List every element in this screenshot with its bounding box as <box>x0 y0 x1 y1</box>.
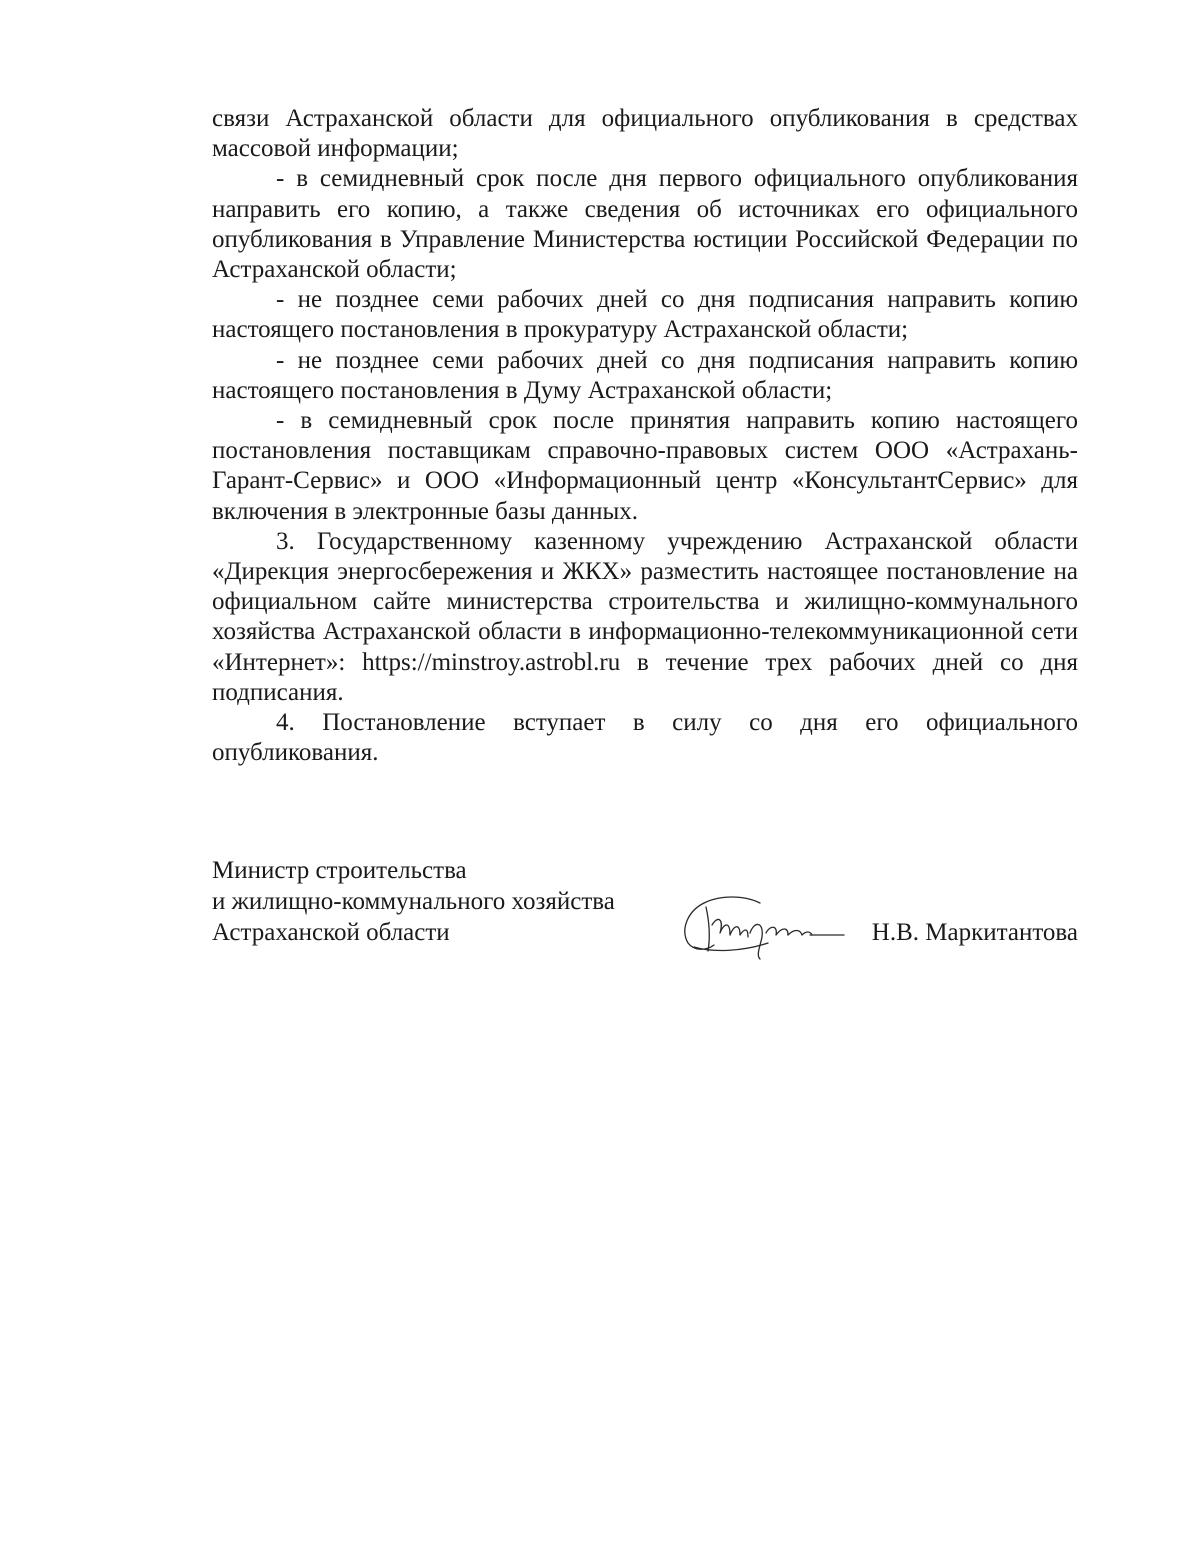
document-body <box>212 104 1078 768</box>
handwritten-signature <box>674 885 874 965</box>
signer-name: Н.В. Маркитантова <box>871 919 1078 946</box>
signature-block <box>212 855 1078 965</box>
paragraph-justice-ministry: - в семидневный срок после дня первого официального опубликования направить его копию, а также сведения об источниках его официального опубликования в Управление Министерства юстиции Российской Федерации по Астраханской области; <box>212 165 1078 284</box>
signer-title-line: и жилищно-коммунального хозяйства <box>212 888 615 915</box>
paragraph-clause-4: 4. Постановление вступает в силу со дня его официального опубликования. <box>212 709 1078 767</box>
signer-title <box>212 855 662 948</box>
paragraph-duma: - не позднее семи рабочих дней со дня подписания направить копию настоящего постановления в Думу Астраханской области; <box>212 346 1078 404</box>
paragraph-clause-3: 3. Государственному казенному учреждению Астраханской области «Дирекция энергосбережения и ЖКХ» разместить настоящее постановление на официальном сайте министерства строительства и жилищно-коммунального хозяйства Астраханской области в информационно-телекоммуникационной сети «Интернет»: https://minstroy.astrobl.ru в течение трех рабочих дней со дня подписания. <box>212 527 1078 706</box>
paragraph-publication-continuation: связи Астраханской области для официального опубликования в средствах массовой информации; <box>212 105 1078 163</box>
paragraph-prosecutor: - не позднее семи рабочих дней со дня подписания направить копию настоящего постановления в прокуратуру Астраханской области; <box>212 286 1078 344</box>
signer-title-line: Астраханской области <box>212 919 450 946</box>
signer-title-line: Министр строительства <box>212 857 467 884</box>
paragraph-legal-systems: - в семидневный срок после принятия направить копию настоящего постановления поставщикам справочно-правовых систем ООО «Астрахань-Гарант-Сервис» и ООО «Информационный центр «КонсультантСервис» для включения в электронные базы данных. <box>212 407 1078 525</box>
